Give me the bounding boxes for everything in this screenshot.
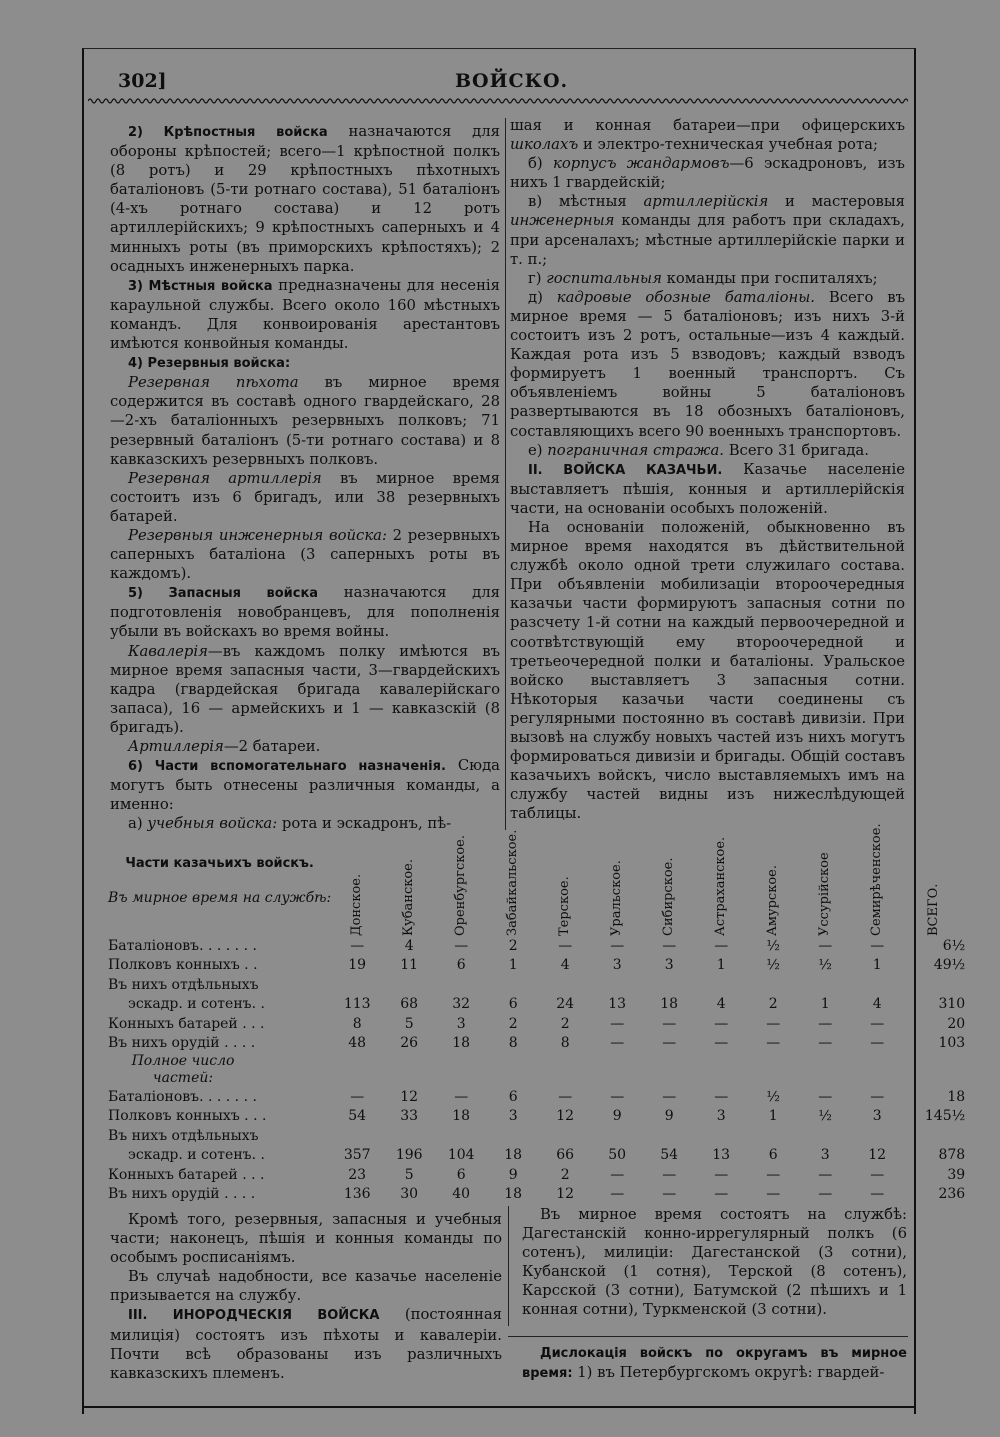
table-cell: — — [870, 1035, 885, 1052]
table-subheading-filler — [331, 1053, 969, 1087]
table-cell: — — [818, 937, 833, 954]
table-cell — [383, 1126, 435, 1146]
table-cell: 878 — [938, 1147, 966, 1164]
table-cell: 6 — [456, 957, 466, 974]
table-cell: 2 — [560, 1166, 570, 1183]
table-cell: — — [818, 1166, 833, 1183]
table-subheading-peace: Въ мирное время на службѣ: — [108, 890, 332, 906]
table-cell: — — [714, 1015, 729, 1032]
column-header — [799, 826, 851, 936]
table-cell: 9 — [664, 1108, 674, 1125]
table-cell: — — [662, 1035, 677, 1052]
table-cell: 11 — [400, 957, 419, 974]
table-header-row — [108, 826, 969, 936]
table-cell — [435, 975, 487, 995]
table-cell: 6½ — [942, 937, 966, 954]
table-cell: 50 — [608, 1147, 627, 1164]
table-cell: 33 — [400, 1108, 419, 1125]
row-label: Баталіоновъ. . . . . . . — [108, 937, 257, 954]
table-cell: 6 — [508, 996, 518, 1013]
table-cell: — — [610, 937, 625, 954]
table-cell: — — [870, 1015, 885, 1032]
row-label: Въ нихъ орудій . . . . — [108, 1186, 256, 1203]
table-cell: — — [610, 1035, 625, 1052]
column-header-label: Оренбургское. — [453, 834, 469, 936]
table-cell: — — [454, 1088, 469, 1105]
table-row — [108, 995, 969, 1015]
table-cell: — — [714, 1186, 729, 1203]
column-header-label: Уральское. — [609, 860, 625, 936]
table-cell: — — [662, 1166, 677, 1183]
table-cell: 4 — [404, 937, 414, 954]
table-cell — [747, 975, 799, 995]
table-cell — [591, 1126, 643, 1146]
table-cell: — — [870, 937, 885, 954]
table-cell: — — [714, 1088, 729, 1105]
column-header-label: Сибирское. — [661, 857, 677, 936]
column-header-label: Семирѣченское. — [869, 823, 885, 936]
table-cell: 5 — [404, 1166, 414, 1183]
table-cell: 9 — [508, 1166, 518, 1183]
table-row — [108, 956, 969, 976]
table-cell: ½ — [818, 1108, 832, 1125]
table-cell: — — [662, 1186, 677, 1203]
table-cell — [851, 975, 903, 995]
table-cell: — — [870, 1166, 885, 1183]
table-subheading-row — [108, 1053, 969, 1087]
column-header-label: ВСЕГО. — [926, 883, 942, 936]
bottom-right-column: Въ мирное время состоятъ на службѣ: Дагестанскій конно-иррегулярный полкъ (6 сотенъ), милиціи: Дагестанской (3 сотни), Кубанской (1 сотня), Терской (8 сотенъ), Карсской (3 сотни), Батумской (2 пѣшихъ и 1 конная сотни), Туркменской (3 сотни). Дислокація войскъ по округамъ въ мирное время: 1) въ Петербургскомъ округѣ: гвардей- — [522, 1205, 907, 1383]
table-cell — [747, 1126, 799, 1146]
column-header-label: Забайкальское. — [505, 829, 521, 936]
column-header — [851, 823, 903, 936]
column-header — [435, 826, 487, 936]
table-cell: 3 — [716, 1108, 726, 1125]
table-cell: — — [870, 1186, 885, 1203]
table-cell: 12 — [556, 1186, 575, 1203]
table-row — [108, 975, 969, 995]
table-cell: 8 — [560, 1035, 570, 1052]
table-cell: 18 — [452, 1035, 471, 1052]
table-cell: 39 — [947, 1166, 966, 1183]
table-cell: 3 — [872, 1108, 882, 1125]
column-header-label: Астраханское. — [713, 836, 729, 936]
row-label: Въ нихъ орудій . . . . — [108, 1035, 256, 1052]
table-cell: 2 — [768, 996, 778, 1013]
column-header — [695, 826, 747, 936]
table-cell: — — [870, 1088, 885, 1105]
table-cell: 357 — [343, 1147, 371, 1164]
table-cell: 48 — [348, 1035, 367, 1052]
table-cell: ½ — [818, 957, 832, 974]
table-cell: — — [714, 1035, 729, 1052]
table-cell — [487, 1126, 539, 1146]
table-cell: — — [766, 1186, 781, 1203]
table-cell: 6 — [508, 1088, 518, 1105]
table-cell — [851, 1126, 903, 1146]
column-header — [591, 826, 643, 936]
table-cell: 196 — [395, 1147, 423, 1164]
table-cell: 1 — [716, 957, 726, 974]
table-subheading-full — [108, 1053, 331, 1087]
table-cell: — — [818, 1035, 833, 1052]
table-cell: — — [662, 1015, 677, 1032]
table-cell: 236 — [938, 1186, 966, 1203]
row-label: эскадр. и сотенъ. . — [128, 1147, 265, 1164]
row-label: Конныхъ батарей . . . — [108, 1015, 265, 1032]
table-cell: 66 — [556, 1147, 575, 1164]
table-cell: 20 — [947, 1015, 966, 1032]
column-header-label: Уссурійское — [817, 852, 833, 936]
table-row — [108, 1034, 969, 1054]
table-cell: 1 — [820, 996, 830, 1013]
table-cell: — — [610, 1166, 625, 1183]
table-cell: — — [610, 1015, 625, 1032]
table-cell — [383, 975, 435, 995]
table-subheading-full-text: Полное число частей: — [131, 1053, 235, 1086]
table-cell: 12 — [400, 1088, 419, 1105]
table-cell — [643, 975, 695, 995]
column-header-label: Донское. — [349, 873, 365, 936]
left-column: 2) Крѣпостныя войска назначаются для обороны крѣпостей; всего—1 крѣпостной полкъ (8 ротъ) и 29 крѣпостныхъ пѣхотныхъ баталіоновъ (5-ти ротнаго состава), 51 баталіонъ (4-хъ ротнаго состава) и 12 ротъ артиллерійскихъ; 9 крѣпостныхъ саперныхъ и 4 минныхъ роты (въ приморскихъ крѣпостяхъ); 2 осадныхъ инженерныхъ парка. 3) Мѣстныя войска предназначены для несенія караульной службы. Всего около 160 мѣстныхъ командъ. Для конвоированія арестантовъ имѣются конвойныя команды. 4) Резервныя войска: Резервная пѣхота въ мирное время содержится въ составѣ одного гвардейскаго, 28—2-хъ баталіонныхъ резервныхъ полковъ; 71 резервный баталіонъ (5-ти ротнаго состава) и 8 кавказскихъ резервныхъ полковъ. Резервная артиллерія въ мирное время состоитъ изъ 6 бригадъ, или 38 резервныхъ батарей. Резервныя инженерныя войска: 2 резервныхъ саперныхъ баталіона (3 саперныхъ роты въ каждомъ). 5) Запасныя войска назначаются для подготовленія новобранцевъ, для пополненія убыли въ войскахъ во время войны. Кавалерія—въ каждомъ полку имѣются въ мирное время запасныя части, 3—гвардейскихъ кадра (гвардейская бригада кавалерійскаго запаса), 16 — армейскихъ и 1 — кавказскій (8 бригадъ). Артиллерія—2 батареи. 6) Части вспомогательнаго назначенія. Сюда могутъ быть отнесены различныя команды, а именно: а) учебныя войска: рота и эскадронъ, пѣ- — [110, 123, 500, 833]
table-row — [108, 1087, 969, 1107]
column-header — [331, 826, 383, 936]
table-cell: — — [610, 1088, 625, 1105]
column-header — [903, 826, 969, 936]
table-cell: ½ — [766, 937, 780, 954]
table-cell: 6 — [768, 1147, 778, 1164]
table-cell — [695, 975, 747, 995]
row-label: эскадр. и сотенъ. . — [128, 996, 265, 1013]
table-cell: — — [662, 937, 677, 954]
table-cell: 5 — [404, 1015, 414, 1032]
table-cell: 2 — [560, 1015, 570, 1032]
column-header — [747, 826, 799, 936]
table-cell: ½ — [766, 957, 780, 974]
page-number: 302] — [118, 70, 167, 92]
table-row — [108, 1126, 969, 1146]
table-cell: 18 — [452, 1108, 471, 1125]
table-cell: — — [818, 1088, 833, 1105]
table-cell: ½ — [766, 1088, 780, 1105]
table-cell — [487, 975, 539, 995]
row-label: Въ нихъ отдѣльныхъ — [108, 976, 259, 993]
table-cell: 54 — [660, 1147, 679, 1164]
table-cell: 19 — [348, 957, 367, 974]
table-cell: 26 — [400, 1035, 419, 1052]
table-cell: 30 — [400, 1186, 419, 1203]
table-cell: — — [350, 937, 365, 954]
table-cell — [799, 1126, 851, 1146]
table-row — [108, 1107, 969, 1127]
table-cell: 40 — [452, 1186, 471, 1203]
table-cell: — — [662, 1088, 677, 1105]
table-cell: 1 — [872, 957, 882, 974]
table-cell: — — [818, 1015, 833, 1032]
table-cell: 24 — [556, 996, 575, 1013]
table-cell: 1 — [768, 1108, 778, 1125]
table-cell: 49½ — [933, 957, 966, 974]
table-title: Части казачьихъ войскъ. — [125, 856, 314, 871]
table-cell — [799, 975, 851, 995]
table-cell: 13 — [608, 996, 627, 1013]
table-row — [108, 1165, 969, 1185]
table-cell: 4 — [560, 957, 570, 974]
table-cell: 18 — [504, 1186, 523, 1203]
table-row — [108, 936, 969, 956]
table-cell: 23 — [348, 1166, 367, 1183]
table-cell: 3 — [612, 957, 622, 974]
table-cell: 18 — [947, 1088, 966, 1105]
table-cell — [331, 1126, 383, 1146]
table-cell: — — [454, 937, 469, 954]
table-cell: 13 — [712, 1147, 731, 1164]
table-cell: 68 — [400, 996, 419, 1013]
table-cell: 12 — [868, 1147, 887, 1164]
table-cell: — — [558, 1088, 573, 1105]
page-frame-bottom — [82, 1406, 916, 1408]
section-rule — [508, 1336, 908, 1337]
column-header — [643, 826, 695, 936]
row-label: Полковъ конныхъ . . . — [108, 1108, 267, 1125]
table-cell: 3 — [456, 1015, 466, 1032]
bottom-column-divider — [508, 1206, 509, 1326]
table-cell: 103 — [938, 1035, 966, 1052]
table-cell: — — [766, 1166, 781, 1183]
row-label: Въ нихъ отдѣльныхъ — [108, 1127, 259, 1144]
table-cell: 12 — [556, 1108, 575, 1125]
table-cell: 8 — [352, 1015, 362, 1032]
table-cell: 310 — [938, 996, 966, 1013]
table-cell: 113 — [343, 996, 371, 1013]
table-cell: 4 — [872, 996, 882, 1013]
table-cell: 2 — [508, 937, 518, 954]
table-corner-cell — [108, 826, 331, 936]
column-header — [383, 826, 435, 936]
table-cell: 32 — [452, 996, 471, 1013]
table-cell: 18 — [504, 1147, 523, 1164]
table-cell: 145½ — [924, 1108, 966, 1125]
cossack-troops-table — [108, 823, 969, 1204]
table-cell — [903, 975, 969, 995]
table-cell: 8 — [508, 1035, 518, 1052]
column-header — [539, 826, 591, 936]
table-cell: 2 — [508, 1015, 518, 1032]
table-cell: — — [558, 937, 573, 954]
right-column: шая и конная батареи—при офицерскихъ школахъ и электро-техническая учебная рота; б) корпусъ жандармовъ—6 эскадроновъ, изъ нихъ 1 гвардейскій; в) мѣстныя артиллерійскія и мастеровыя инженерныя команды для работъ при складахъ, при арсеналахъ; мѣстные артиллерійскіе парки и т. п.; г) госпитальныя команды при госпиталяхъ; д) кадровые обозные баталіоны. Всего въ мирное время — 5 баталіоновъ; изъ нихъ 3-й состоитъ изъ 2 ротъ, остальные—изъ 4 каждый. Каждая рота изъ 5 взводовъ; каждый взводъ формируетъ 1 военный транспортъ. Съ объявленіемъ войны 5 баталіоновъ развертываются въ 18 обозныхъ баталіоновъ, составляющихъ всего 90 военныхъ транспортовъ. е) пограничная стража. Всего 31 бригада. II. ВОЙСКА КАЗАЧЬИ. Казачье населеніе выставляетъ пѣшія, конныя и артиллерійскія части, на основаніи особыхъ положеній. На основаніи положеній, обыкновенно въ мирное время находятся въ дѣйствительной службѣ около одной трети служилаго состава. При объявленіи мобилизаціи второочередныя казачьи части формируютъ запасныя сотни по разсчету 1-й сотни на каждый первоочередной и соотвѣтствующій ему второочередной и третьеочередной полки и баталіоны. Уральское войско выставляетъ 3 запасныя сотни. Нѣкоторыя казачьи части соединены съ регулярными постоянно въ составѣ дивизіи. При вызовѣ на службу новыхъ частей изъ нихъ могутъ формироваться дивизіи и бригады. Общій составъ казачьихъ войскъ, число выставляемыхъ имъ на службу частей видны изъ нижеслѣдующей таблицы. — [510, 117, 906, 823]
table-cell — [591, 975, 643, 995]
table-cell: 104 — [447, 1147, 475, 1164]
table-cell: 136 — [343, 1186, 371, 1203]
table-cell: 6 — [456, 1166, 466, 1183]
row-label: Баталіоновъ. . . . . . . — [108, 1088, 257, 1105]
table-cell — [435, 1126, 487, 1146]
table-cell: — — [818, 1186, 833, 1203]
row-label: Полковъ конныхъ . . — [108, 957, 258, 974]
table-cell: 54 — [348, 1108, 367, 1125]
bottom-left-column: Кромѣ того, резервныя, запасныя и учебныя части; наконецъ, пѣшія и конныя команды по особымъ росписаніямъ. Въ случаѣ надобности, все казачье населеніе призывается на службу. III. ИНОРОДЧЕСКІЯ ВОЙСКА (постоянная милиція) состоятъ изъ пѣхоты и кавалеріи. Почти всѣ образованы изъ различныхъ кавказскихъ племенъ. — [110, 1211, 502, 1382]
table-cell: 18 — [660, 996, 679, 1013]
table-cell — [695, 1126, 747, 1146]
table-cell: — — [766, 1015, 781, 1032]
table-cell: — — [350, 1088, 365, 1105]
column-header-label: Кубанское. — [401, 858, 417, 936]
column-header-label: Терское. — [557, 876, 573, 936]
table-cell — [539, 975, 591, 995]
column-header — [487, 826, 539, 936]
table-cell: 4 — [716, 996, 726, 1013]
table-cell — [643, 1126, 695, 1146]
table-cell: — — [714, 937, 729, 954]
table-cell: 3 — [508, 1108, 518, 1125]
table-cell: — — [714, 1166, 729, 1183]
table-cell: — — [610, 1186, 625, 1203]
table-cell: 9 — [612, 1108, 622, 1125]
table-cell: 3 — [664, 957, 674, 974]
table-cell: 3 — [820, 1147, 830, 1164]
table-cell — [331, 975, 383, 995]
column-divider — [505, 118, 506, 830]
table-row — [108, 1146, 969, 1166]
table-cell: — — [766, 1035, 781, 1052]
table-row — [108, 1014, 969, 1034]
page-title: ВОЙСКО. — [455, 70, 569, 92]
table-cell — [539, 1126, 591, 1146]
table-row — [108, 1185, 969, 1205]
row-label: Конныхъ батарей . . . — [108, 1166, 265, 1183]
column-header-label: Амурское. — [765, 865, 781, 936]
table-cell: 1 — [508, 957, 518, 974]
header-wavy-rule — [88, 96, 908, 106]
table-cell — [903, 1126, 969, 1146]
